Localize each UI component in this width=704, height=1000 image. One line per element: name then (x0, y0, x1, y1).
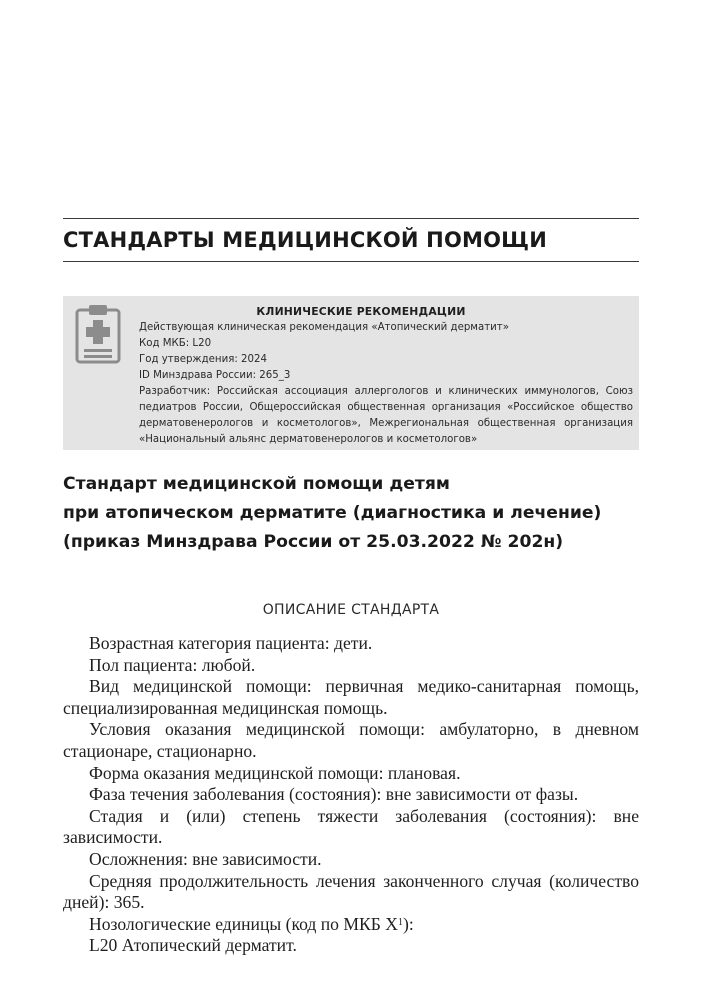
care-form: Форма оказания медицинской помощи: плановая. (89, 762, 461, 783)
diagnosis-code: L20 Атопический дерматит. (89, 935, 297, 956)
section-top-rule (63, 218, 639, 219)
recommendation-current: Действующая клиническая рекомендация «Атопический дерматит» (139, 322, 509, 333)
care-type: Вид медицинской помощи: первичная медико-санитарная помощь, специализированная медицинская помощь. (63, 676, 639, 718)
description-body (63, 633, 639, 957)
recommendation-developer: Разработчик: Российская ассоциация аллергологов и клинических иммунологов, Союз педиатров России, Общероссийская общественная организация «Российское общество дерматовенерологов и косметологов», Межрегиональная общественная организация «Национальный альянс дерматовенерологов и косметологов» (139, 386, 633, 445)
recommendation-ministry-id: ID Минздрава России: 265_3 (139, 370, 291, 381)
section-title: СТАНДАРТЫ МЕДИЦИНСКОЙ ПОМОЩИ (63, 228, 547, 252)
standard-title-line-2: при атопическом дерматите (диагностика и лечение) (63, 503, 602, 523)
nosology-label: Нозологические единицы (код по МКБ X (89, 913, 398, 934)
care-conditions: Условия оказания медицинской помощи: амбулаторно, в дневном стационаре, стационарно. (63, 719, 639, 761)
nosology-suffix: ): (402, 913, 414, 934)
clinical-recommendations-box (63, 296, 639, 450)
complications: Осложнения: вне зависимости. (89, 848, 322, 869)
age-category: Возрастная категория пациента: дети. (89, 633, 373, 653)
section-bottom-rule (63, 261, 639, 262)
standard-title-line-1: Стандарт медицинской помощи детям (63, 474, 450, 494)
standard-title (63, 470, 663, 557)
description-heading: ОПИСАНИЕ СТАНДАРТА (262, 602, 440, 618)
standard-title-line-3: (приказ Минздрава России от 25.03.2022 № 202н) (63, 532, 564, 552)
treatment-duration: Средняя продолжительность лечения законченного случая (количество дней): 365. (63, 870, 639, 913)
disease-phase: Фаза течения заболевания (состояния): вне зависимости от фазы. (89, 784, 579, 805)
recommendation-year: Год утверждения: 2024 (139, 354, 267, 365)
nosology-units (63, 914, 639, 936)
recommendations-heading: КЛИНИЧЕСКИЕ РЕКОМЕНДАЦИИ (256, 305, 466, 318)
patient-sex: Пол пациента: любой. (89, 654, 256, 675)
recommendation-icd-code: Код МКБ: L20 (139, 338, 212, 349)
footnote-marker: 1 (397, 916, 403, 928)
disease-stage: Стадия и (или) степень тяжести заболевания (состояния): вне зависимости. (63, 805, 639, 848)
